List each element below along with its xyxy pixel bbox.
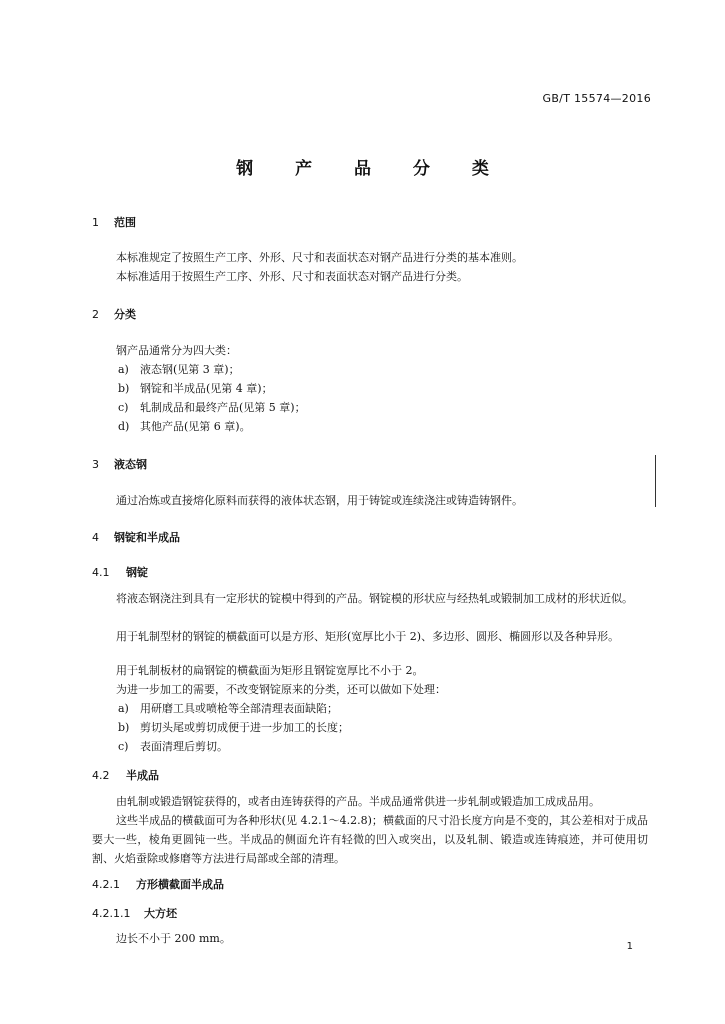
paragraph: 这些半成品的横截面可为各种形状(见 4.2.1～4.2.8)；横截面的尺寸沿长度方向是不变的，其公差相对于成品要大一些，棱角更圆钝一些。半成品的侧面允许有轻微的凹入或突出，以及轧制、锻造或连铸痕迹，并可使用切割、火焰蚕除或修磨等方法进行局部或全部的清理。: [92, 814, 648, 865]
section-title: 范围: [114, 216, 136, 229]
list-item: [118, 418, 251, 434]
section-title: 大方坯: [144, 907, 177, 920]
section-4-2-1-heading: [92, 876, 224, 892]
paragraph: 用于轧制型材的钢锭的横截面可以是方形、矩形(宽厚比小于 2)、多边形、圆形、椭圆形以及各种异形。: [116, 630, 620, 643]
list-text: 钢锭和半成品(见第 4 章)；: [140, 382, 273, 395]
paragraph: 边长不小于 200 mm。: [116, 932, 231, 945]
list-item: [118, 738, 228, 754]
section-4-1-heading: [92, 564, 148, 580]
paragraph: 为进一步加工的需要，不改变钢锭原来的分类，还可以做如下处理：: [116, 683, 446, 696]
paragraph: 用于轧制板材的扁钢锭的横截面为矩形且钢锭宽厚比不小于 2。: [116, 664, 424, 677]
section-number: 4.2: [92, 769, 110, 782]
section-title: 分类: [114, 308, 136, 321]
list-item: [118, 700, 338, 716]
list-marker: c): [118, 740, 129, 753]
paragraph: 将液态钢浇注到具有一定形状的锭模中得到的产品。钢锭模的形状应与经热轧或锻制加工成材的形状近似。: [116, 592, 633, 605]
section-4-2-heading: [92, 767, 159, 783]
list-text: 轧制成品和最终产品(见第 5 章)；: [140, 401, 306, 414]
section-1-heading: [92, 214, 136, 230]
section-title: 液态钢: [114, 458, 147, 471]
section-number: 2: [92, 308, 99, 321]
page-number: 1: [626, 941, 633, 952]
section-number: 4.2.1: [92, 878, 120, 891]
change-bar: [655, 455, 656, 507]
list-marker: d): [118, 420, 130, 433]
list-item: [118, 361, 240, 377]
list-item: [118, 399, 306, 415]
paragraph: 本标准适用于按照生产工序、外形、尺寸和表面状态对钢产品进行分类。: [116, 270, 468, 283]
section-4-2-1-1-heading: [92, 905, 177, 921]
section-title: 钢锭: [126, 566, 148, 579]
list-marker: a): [118, 363, 129, 376]
list-text: 用研磨工具或喷枪等全部清理表面缺陷；: [140, 702, 338, 715]
section-title: 钢锭和半成品: [114, 531, 180, 544]
paragraph: 本标准规定了按照生产工序、外形、尺寸和表面状态对钢产品进行分类的基本准则。: [116, 251, 523, 264]
paragraph: 通过冶炼或直接熔化原料而获得的液体状态钢，用于铸锭或连续浇注或铸造铸钢件。: [116, 494, 523, 507]
standard-number: GB/T 15574—2016: [542, 92, 651, 105]
section-number: 1: [92, 216, 99, 229]
section-3-heading: [92, 456, 147, 472]
list-text: 其他产品(见第 6 章)。: [140, 420, 251, 433]
list-text: 液态钢(见第 3 章)；: [140, 363, 240, 376]
section-number: 4: [92, 531, 99, 544]
section-title: 半成品: [126, 769, 159, 782]
page-title: 钢 产 品 分 类: [236, 159, 507, 179]
list-text: 剪切头尾或剪切成便于进一步加工的长度；: [140, 721, 349, 734]
list-marker: b): [118, 382, 130, 395]
list-marker: b): [118, 721, 130, 734]
list-marker: a): [118, 702, 129, 715]
paragraph: 钢产品通常分为四大类：: [116, 344, 237, 357]
paragraph: 由轧制或锻造钢锭获得的，或者由连铸获得的产品。半成品通常供进一步轧制或锻造加工成成品用。: [116, 795, 600, 808]
list-marker: c): [118, 401, 129, 414]
list-text: 表面清理后剪切。: [140, 740, 228, 753]
section-4-heading: [92, 529, 180, 545]
list-item: [118, 719, 349, 735]
list-item: [118, 380, 273, 396]
section-number: 4.1: [92, 566, 110, 579]
section-2-heading: [92, 306, 136, 322]
section-title: 方形横截面半成品: [136, 878, 224, 891]
section-number: 4.2.1.1: [92, 907, 131, 920]
section-number: 3: [92, 458, 99, 471]
